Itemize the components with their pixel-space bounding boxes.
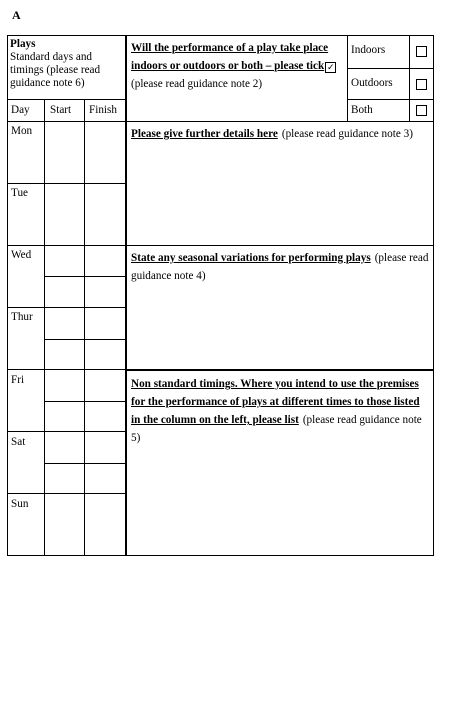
outer-right-border [433,35,434,556]
outer-left-border [7,35,8,556]
non-standard-timings-block[interactable] [131,374,429,554]
day-label-tue: Tue [11,187,28,199]
row-sep-3 [7,307,126,308]
day-label-thur: Thur [11,311,33,323]
row-sep-wed-sub [44,276,126,277]
non-standard-timings-heading: Non standard timings. Where you intend to use the premises for the performance of plays at different times to those listed in the column on the left, please list [131,378,420,426]
outer-bottom-border [7,555,434,556]
plays-subtitle: Standard days and timings (please read guidance note 6) [10,51,101,89]
right-sep-further-seasonal [126,245,434,246]
start-finish-divider [84,99,85,556]
sun-finish-field[interactable] [85,495,125,556]
option-both-label: Both [351,104,373,116]
indoors-checkbox[interactable] [416,46,427,57]
option-indoors-label: Indoors [351,44,386,56]
mon-start-field[interactable] [45,123,84,184]
options-row-sep-2 [347,99,434,100]
mon-finish-field[interactable] [85,123,125,184]
further-details-note: (please read guidance note 3) [281,128,413,140]
row-sep-4 [7,369,126,370]
further-details-block[interactable] [131,124,429,244]
right-header-bottom [126,121,434,122]
location-question-cell [131,38,346,100]
row-sep-5 [7,431,126,432]
plays-label-cell [10,38,122,98]
plays-form [7,35,434,556]
wed-start-field[interactable] [45,247,84,308]
location-question-note: (please read guidance note 2) [131,78,263,90]
day-label-sun: Sun [11,498,29,510]
both-checkbox[interactable] [416,105,427,116]
row-sep-fri-sub [44,401,126,402]
day-label-fri: Fri [11,374,25,386]
day-label-wed: Wed [11,249,32,261]
left-header-bottom [7,99,126,100]
options-checkbox-divider [409,35,410,122]
outer-top-border [7,35,434,36]
tue-start-field[interactable] [45,185,84,246]
further-details-heading: Please give further details here [131,128,278,140]
row-sep-sat-sub [44,463,126,464]
sun-start-field[interactable] [45,495,84,556]
tue-finish-field[interactable] [85,185,125,246]
day-column-header: Day [11,104,30,116]
option-outdoors-label: Outdoors [351,77,393,89]
left-colheader-bottom [7,121,126,122]
seasonal-variations-block[interactable] [131,248,429,368]
seasonal-variations-heading: State any seasonal variations for performing plays [131,252,371,264]
row-sep-6 [7,493,126,494]
row-sep-thur-sub [44,339,126,340]
day-label-sat: Sat [11,436,26,448]
tick-check-icon: ✓ [326,62,335,72]
outdoors-checkbox[interactable] [416,79,427,90]
right-sep-seasonal-nonstandard [126,369,434,371]
row-sep-2 [7,245,126,246]
options-row-sep-1 [347,68,434,69]
options-left-divider [347,35,348,122]
start-column-header: Start [50,104,72,116]
section-divider [125,35,127,556]
wed-finish-field[interactable] [85,247,125,308]
seasonal-variations-note: (please read guidance note 4) [131,252,429,282]
day-label-mon: Mon [11,125,33,137]
section-letter: A [12,8,21,22]
finish-column-header: Finish [89,104,117,116]
day-start-divider [44,99,45,556]
non-standard-timings-note: (please read guidance note 5) [131,414,422,444]
location-question-text: Will the performance of a play take place indoors or outdoors or both – please tick [131,42,329,72]
plays-title: Plays [10,38,36,50]
row-sep-1 [7,183,126,184]
